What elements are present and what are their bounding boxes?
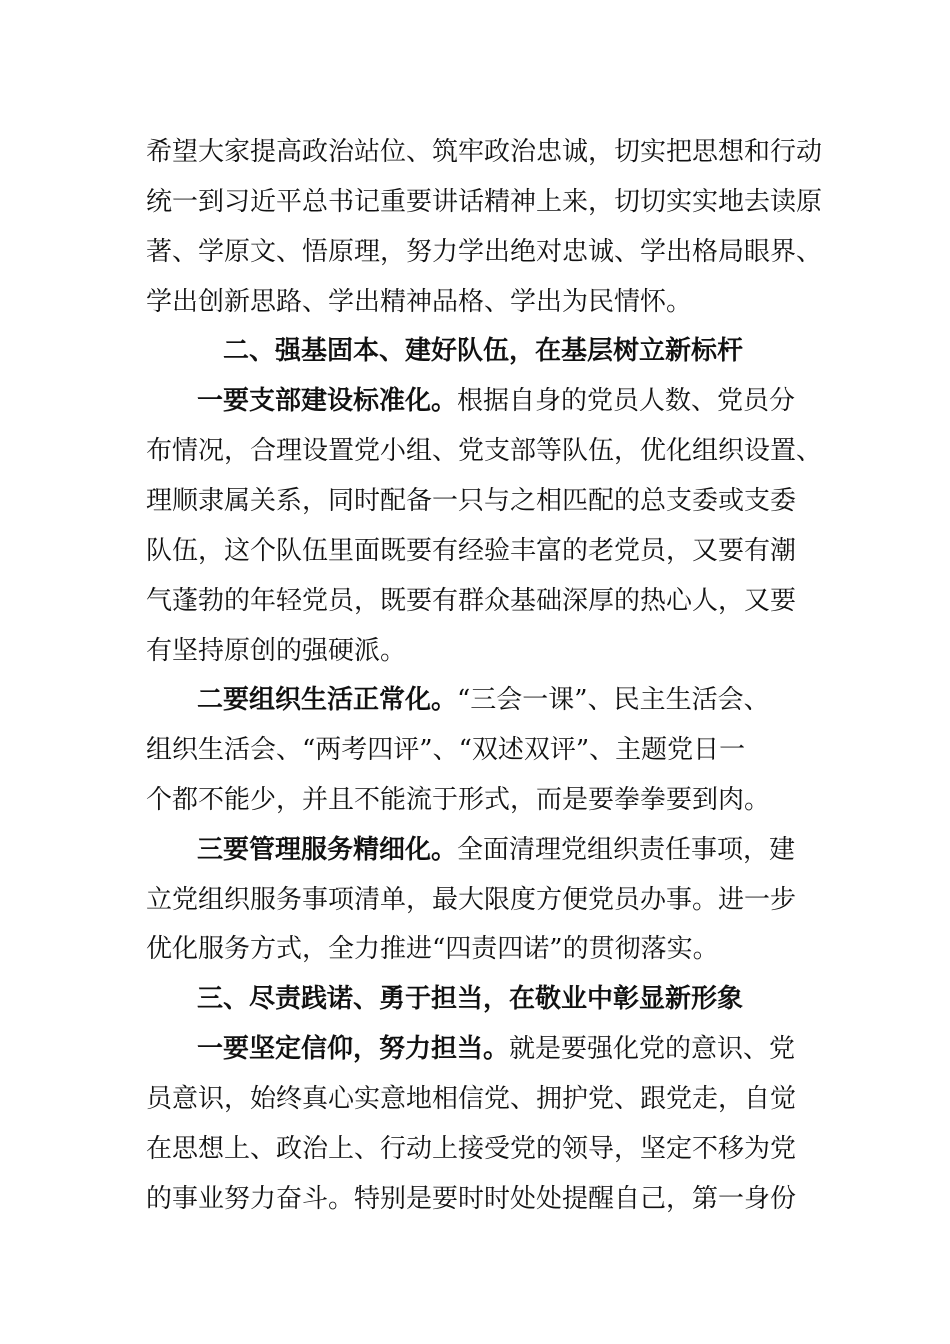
text: 全面清理党组织责任事项，建 <box>457 835 796 865</box>
text: 队伍，这个队伍里面既要有经验丰富的老党员，又要有潮 <box>146 536 797 566</box>
paragraph-2-1-line-5 <box>0 576 950 626</box>
text: “三会一课”、民主生活会、 <box>457 685 770 715</box>
text: 优化服务方式，全力推进“四责四诺”的贯彻落实。 <box>146 934 719 964</box>
text: 根据自身的党员人数、党员分 <box>457 386 796 416</box>
text: 员意识，始终真心实意地相信党、拥护党、跟党走，自觉 <box>146 1084 797 1114</box>
paragraph-3-1-line-2 <box>0 1074 950 1124</box>
heading-text: 二、强基固本、建好队伍，在基层树立新标杆 <box>223 336 744 366</box>
item-lead: 一要坚定信仰，努力担当。 <box>197 1034 510 1064</box>
text: 统一到习近平总书记重要讲话精神上来，切切实实地去读原 <box>146 187 823 217</box>
text: 立党组织服务事项清单，最大限度方便党员办事。进一步 <box>146 885 797 915</box>
paragraph-2-3-line-2 <box>0 875 950 925</box>
item-lead: 三要管理服务精细化。 <box>197 835 458 865</box>
text: 希望大家提高政治站位、筑牢政治忠诚，切实把思想和行动 <box>146 137 823 167</box>
paragraph-2-1-line-2 <box>0 426 950 476</box>
item-lead: 二要组织生活正常化。 <box>197 685 458 715</box>
text: 有坚持原创的强硬派。 <box>146 636 407 666</box>
paragraph-2-1-line-3 <box>0 476 950 526</box>
continuation-line-2 <box>0 177 950 227</box>
text: 理顺隶属关系，同时配备一只与之相匹配的总支委或支委 <box>146 486 797 516</box>
paragraph-2-2-line-1 <box>0 675 950 725</box>
paragraph-2-1-line-6 <box>0 626 950 676</box>
paragraph-3-1-line-1 <box>0 1024 950 1074</box>
section-heading-2 <box>0 326 950 376</box>
paragraph-3-1-line-4 <box>0 1174 950 1224</box>
paragraph-2-1-line-1 <box>0 376 950 426</box>
section-heading-3 <box>0 974 950 1024</box>
text: 个都不能少，并且不能流于形式，而是要拳拳要到肉。 <box>146 785 771 815</box>
paragraph-3-1-line-3 <box>0 1124 950 1174</box>
text: 学出创新思路、学出精神品格、学出为民情怀。 <box>146 287 693 317</box>
paragraph-2-1-line-4 <box>0 526 950 576</box>
paragraph-2-2-line-3 <box>0 775 950 825</box>
text: 气蓬勃的年轻党员，既要有群众基础深厚的热心人，又要 <box>146 586 797 616</box>
paragraph-2-2-line-2 <box>0 725 950 775</box>
text: 布情况，合理设置党小组、党支部等队伍，优化组织设置、 <box>146 436 823 466</box>
paragraph-2-3-line-3 <box>0 924 950 974</box>
text: 组织生活会、“两考四评”、“双述双评”、主题党日一 <box>146 735 746 765</box>
continuation-line-1 <box>0 127 950 177</box>
text: 著、学原文、悟原理，努力学出绝对忠诚、学出格局眼界、 <box>146 237 823 267</box>
paragraph-2-3-line-1 <box>0 825 950 875</box>
heading-text: 三、尽责践诺、勇于担当，在敬业中彰显新形象 <box>197 984 744 1014</box>
text: 的事业努力奋斗。特别是要时时处处提醒自己，第一身份 <box>146 1184 797 1214</box>
item-lead: 一要支部建设标准化。 <box>197 386 458 416</box>
text: 就是要强化党的意识、党 <box>509 1034 796 1064</box>
text: 在思想上、政治上、行动上接受党的领导，坚定不移为党 <box>146 1134 797 1164</box>
continuation-line-3 <box>0 227 950 277</box>
continuation-line-4 <box>0 277 950 327</box>
